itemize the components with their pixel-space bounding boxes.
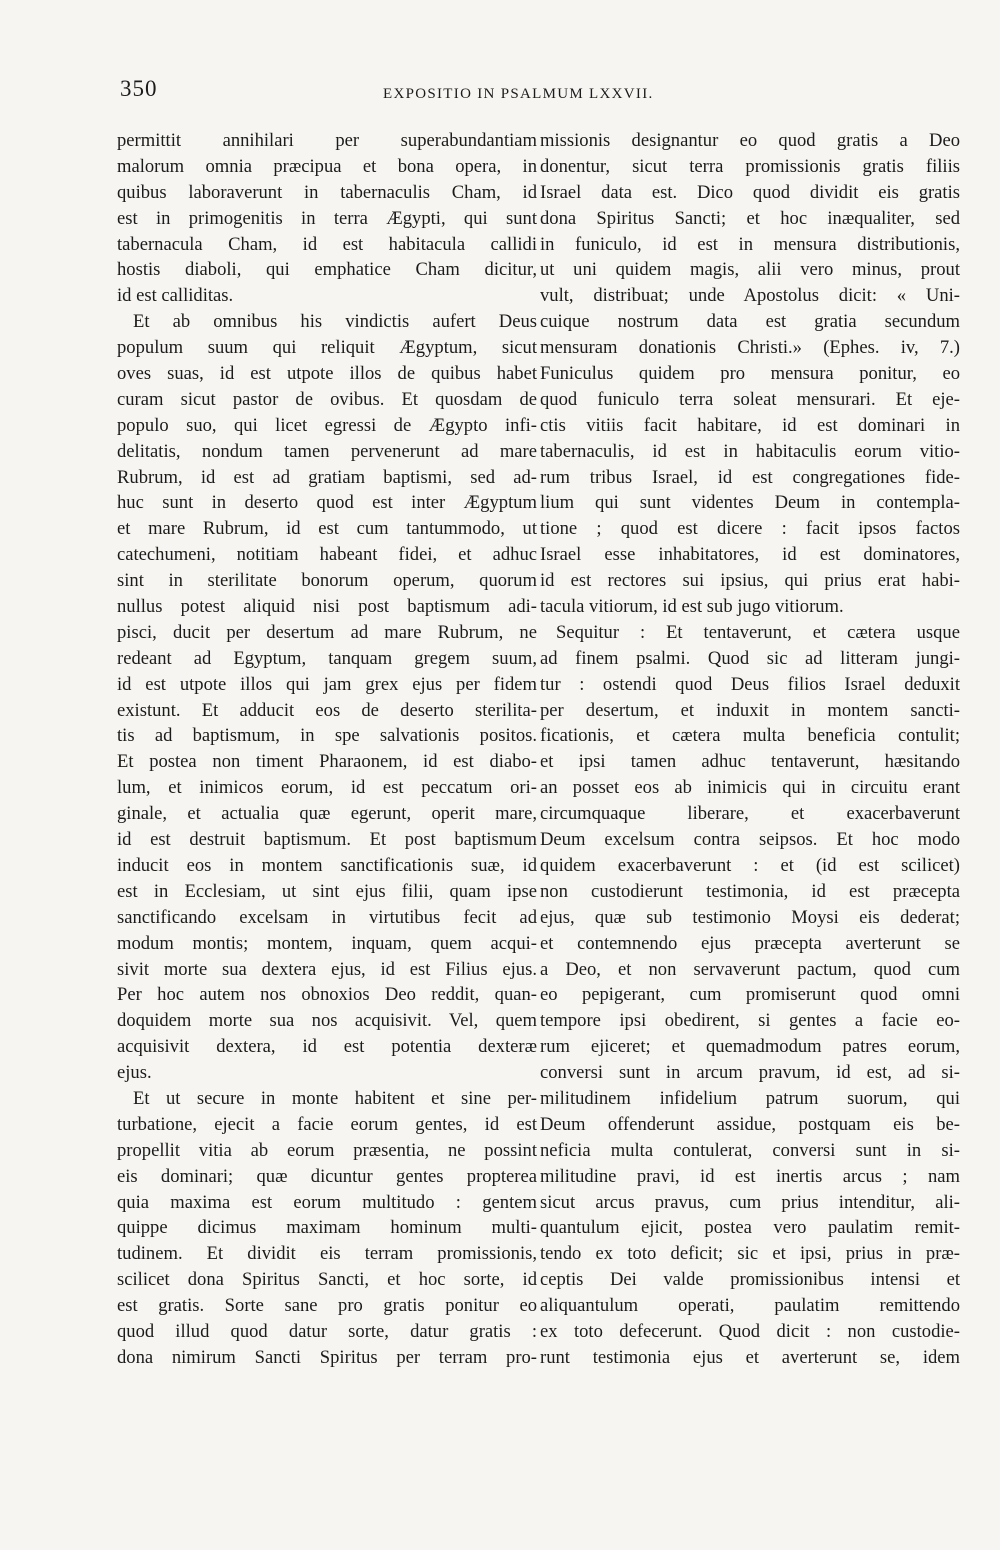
text-line: et contemnendo ejus præcepta averterunt se [540,932,960,954]
text-line: inducit eos in montem sanctificationis suæ, id [117,854,537,876]
text-line: ejus. [117,1062,152,1084]
text-line: conversi sunt in arcum pravum, id est, ad si- [540,1062,960,1084]
text-line: Israel esse inhabitatores, id est dominatores, [540,544,960,566]
text-line: Israel data est. Dico quod dividit eis gratis [540,181,960,203]
text-line: quippe dicimus maximam hominum multi- [117,1217,537,1239]
text-line: non custodierunt testimonia, id est præcepta [540,880,960,902]
text-line: sivit morte sua dextera ejus, id est Filius ejus. [117,958,537,980]
text-line: acquisivit dextera, id est potentia dexteræ [117,1036,537,1058]
text-line: quod funiculo terra soleat mensurari. Et eje- [540,388,960,410]
text-line: Deum excelsum contra seipsos. Et hoc modo [540,829,960,851]
text-line: dona nimirum Sancti Spiritus per terram pro- [117,1346,537,1368]
right-column [540,128,960,1371]
text-line: in funiculo, id est in mensura distributionis, [540,233,960,255]
text-line: tudinem. Et dividit eis terram promissionis, [117,1243,537,1265]
text-line: huc sunt in deserto quod est inter Ægyptum [117,492,537,514]
text-line: id est calliditas. [117,285,234,307]
text-line: id est destruit baptismum. Et post baptismum [117,829,537,851]
text-line: cuique nostrum data est gratia secundum [540,311,960,333]
text-line: an posset eos ab inimicis qui in circuitu erant [540,777,960,799]
text-line: dona Spiritus Sancti; et hoc inæqualiter, sed [540,207,960,229]
text-line: hostis diaboli, qui emphatice Cham dicitur, [117,259,537,281]
text-line: pisci, ducit per desertum ad mare Rubrum, ne [117,621,537,643]
text-line: existunt. Et adducit eos de deserto sterilita- [117,699,537,721]
text-line: ceptis Dei valde promissionibus intensi et [540,1269,960,1291]
text-line: tis ad baptismum, in spe salvationis positos. [117,725,537,747]
text-line: est gratis. Sorte sane pro gratis ponitur eo [117,1295,537,1317]
text-line: sint in sterilitate bonorum operum, quorum [117,570,537,592]
text-line: oves suas, id est utpote illos de quibus habet [117,363,537,385]
text-line: ut uni quidem magis, alii vero minus, prout [540,259,960,281]
text-line: permittit annihilari per superabundantiam [117,130,537,151]
text-line: curam sicut pastor de ovibus. Et quosdam de [117,388,537,410]
page-number: 350 [120,76,158,101]
text-line: vult, distribuat; unde Apostolus dicit: « Uni- [540,285,960,307]
text-line: aliquantulum operati, paulatim remittendo [540,1295,960,1317]
text-line: quia maxima est eorum multitudo : gentem [117,1191,537,1213]
text-line: militudinem infidelium patrum suorum, qui [540,1087,960,1109]
text-line: ctis vitiis facit habitare, id est dominari in [540,414,960,436]
text-line: runt testimonia ejus et averterunt se, idem [540,1346,960,1368]
text-line: catechumeni, notitiam habeant fidei, et adhuc [117,544,537,566]
text-line: mensuram donationis Christi.» (Ephes. iv, 7.) [540,337,960,359]
text-line: ex toto defecerunt. Quod dicit : non custodie- [540,1320,960,1342]
text-line: tione ; quod est dicere : facit ipsos factos [540,518,960,540]
text-line: Et ab omnibus his vindictis aufert Deus [133,311,537,333]
text-line: est in primogenitis in terra Ægypti, qui sunt [117,207,537,229]
text-line: tendo ex toto deficit; sic et ipsi, prius in præ- [540,1243,960,1265]
text-line: doquidem morte sua nos acquisivit. Vel, quem [117,1010,537,1032]
text-line: turbatione, ejecit a facie eorum gentes, id est [117,1113,537,1135]
text-line: Rubrum, id est ad gratiam baptismi, sed ad- [117,466,537,488]
text-line: ginale, et actualia quæ egerunt, operit mare, [117,803,537,825]
text-line: nullus potest aliquid nisi post baptismum adi- [117,596,537,618]
text-line: populo suo, qui licet egressi de Ægypto infi- [117,414,537,436]
text-line: donentur, sicut terra promissionis gratis filiis [540,155,960,177]
text-line: lium qui sunt videntes Deum in contempla- [540,492,960,514]
text-line: malorum omnia præcipua et bona opera, in [117,155,537,177]
running-title: EXPOSITIO IN PSALMUM LXXVII. [383,86,654,102]
text-line: est in Ecclesiam, ut sint ejus filii, quam ipse [117,880,537,902]
text-line: scilicet dona Spiritus Sancti, et hoc sorte, id [117,1269,537,1291]
text-line: ejus, quæ sub testimonio Moysi eis dederat; [540,906,960,928]
text-line: per desertum, et induxit in montem sancti- [540,699,960,721]
text-line: circumquaque liberare, et exacerbaverunt [540,803,960,825]
text-line: et mare Rubrum, id est cum tantummodo, ut [117,518,537,540]
text-line: tempore ipsi obedirent, si gentes a facie eo- [540,1010,960,1032]
text-line: id est utpote illos qui jam grex ejus per fidem [117,673,537,695]
text-line: a Deo, et non servaverunt pactum, quod cum [540,958,960,980]
text-line: quantulum ejicit, postea vero paulatim remit- [540,1217,960,1239]
text-line: id est rectores sui ipsius, qui prius erat habi- [540,570,960,592]
text-line: tabernacula Cham, id est habitacula callidi [117,233,537,255]
text-line: tacula vitiorum, id est sub jugo vitiorum. [540,596,844,618]
text-line: eo pepigerant, cum promiserunt quod omni [540,984,960,1006]
text-line: redeant ad Egyptum, tanquam gregem suum, [117,647,537,669]
text-line: quod illud quod datur sorte, datur gratis : [117,1320,537,1342]
left-column [117,128,537,1371]
text-line: propellit vitia ab eorum præsentia, ne possint [117,1139,537,1161]
text-line: Et postea non timent Pharaonem, id est diabo- [117,751,537,773]
text-line: ficationis, et cætera multa beneficia contulit; [540,725,960,747]
text-line: populum suum qui reliquit Ægyptum, sicut [117,337,537,359]
text-line: Et ut secure in monte habitent et sine per- [133,1087,537,1109]
text-line: eis dominari; quæ dicuntur gentes propterea [117,1165,537,1187]
text-line: Sequitur : Et tentaverunt, et cætera usque [556,621,960,643]
text-line: lum, et inimicos eorum, id est peccatum ori- [117,777,537,799]
text-line: Deum offenderunt assidue, postquam eis be- [540,1113,960,1135]
text-line: et ipsi tamen adhuc tentaverunt, hæsitando [540,751,960,773]
text-line: quidem exacerbaverunt : et (id est scilicet) [540,854,960,876]
text-line: Per hoc autem nos obnoxios Deo reddit, quan- [117,984,537,1006]
text-line: sanctificando excelsam in virtutibus fecit ad [117,906,537,928]
text-line: rum ejiceret; et quemadmodum patres eorum, [540,1036,960,1058]
text-line: quibus laboraverunt in tabernaculis Cham, id [117,181,537,203]
text-line: ad finem psalmi. Quod sic ad litteram jungi- [540,647,960,669]
text-line: modum montis; montem, inquam, quem acqui- [117,932,537,954]
text-line: missionis designantur eo quod gratis a Deo [540,130,960,151]
page-header [0,72,1000,112]
text-line: delitatis, nondum tamen pervenerunt ad mare [117,440,537,462]
text-line: neficia multa contulerat, conversi sunt in si- [540,1139,960,1161]
text-line: rum tribus Israel, id est congregationes fide- [540,466,960,488]
text-line: Funiculus quidem pro mensura ponitur, eo [540,363,960,385]
text-line: tur : ostendi quod Deus filios Israel deduxit [540,673,960,695]
text-line: tabernaculis, id est in habitaculis eorum vitio- [540,440,960,462]
text-line: sicut arcus pravus, cum prius intenditur, ali- [540,1191,960,1213]
text-line: militudine pravi, id est inertis arcus ; nam [540,1165,960,1187]
